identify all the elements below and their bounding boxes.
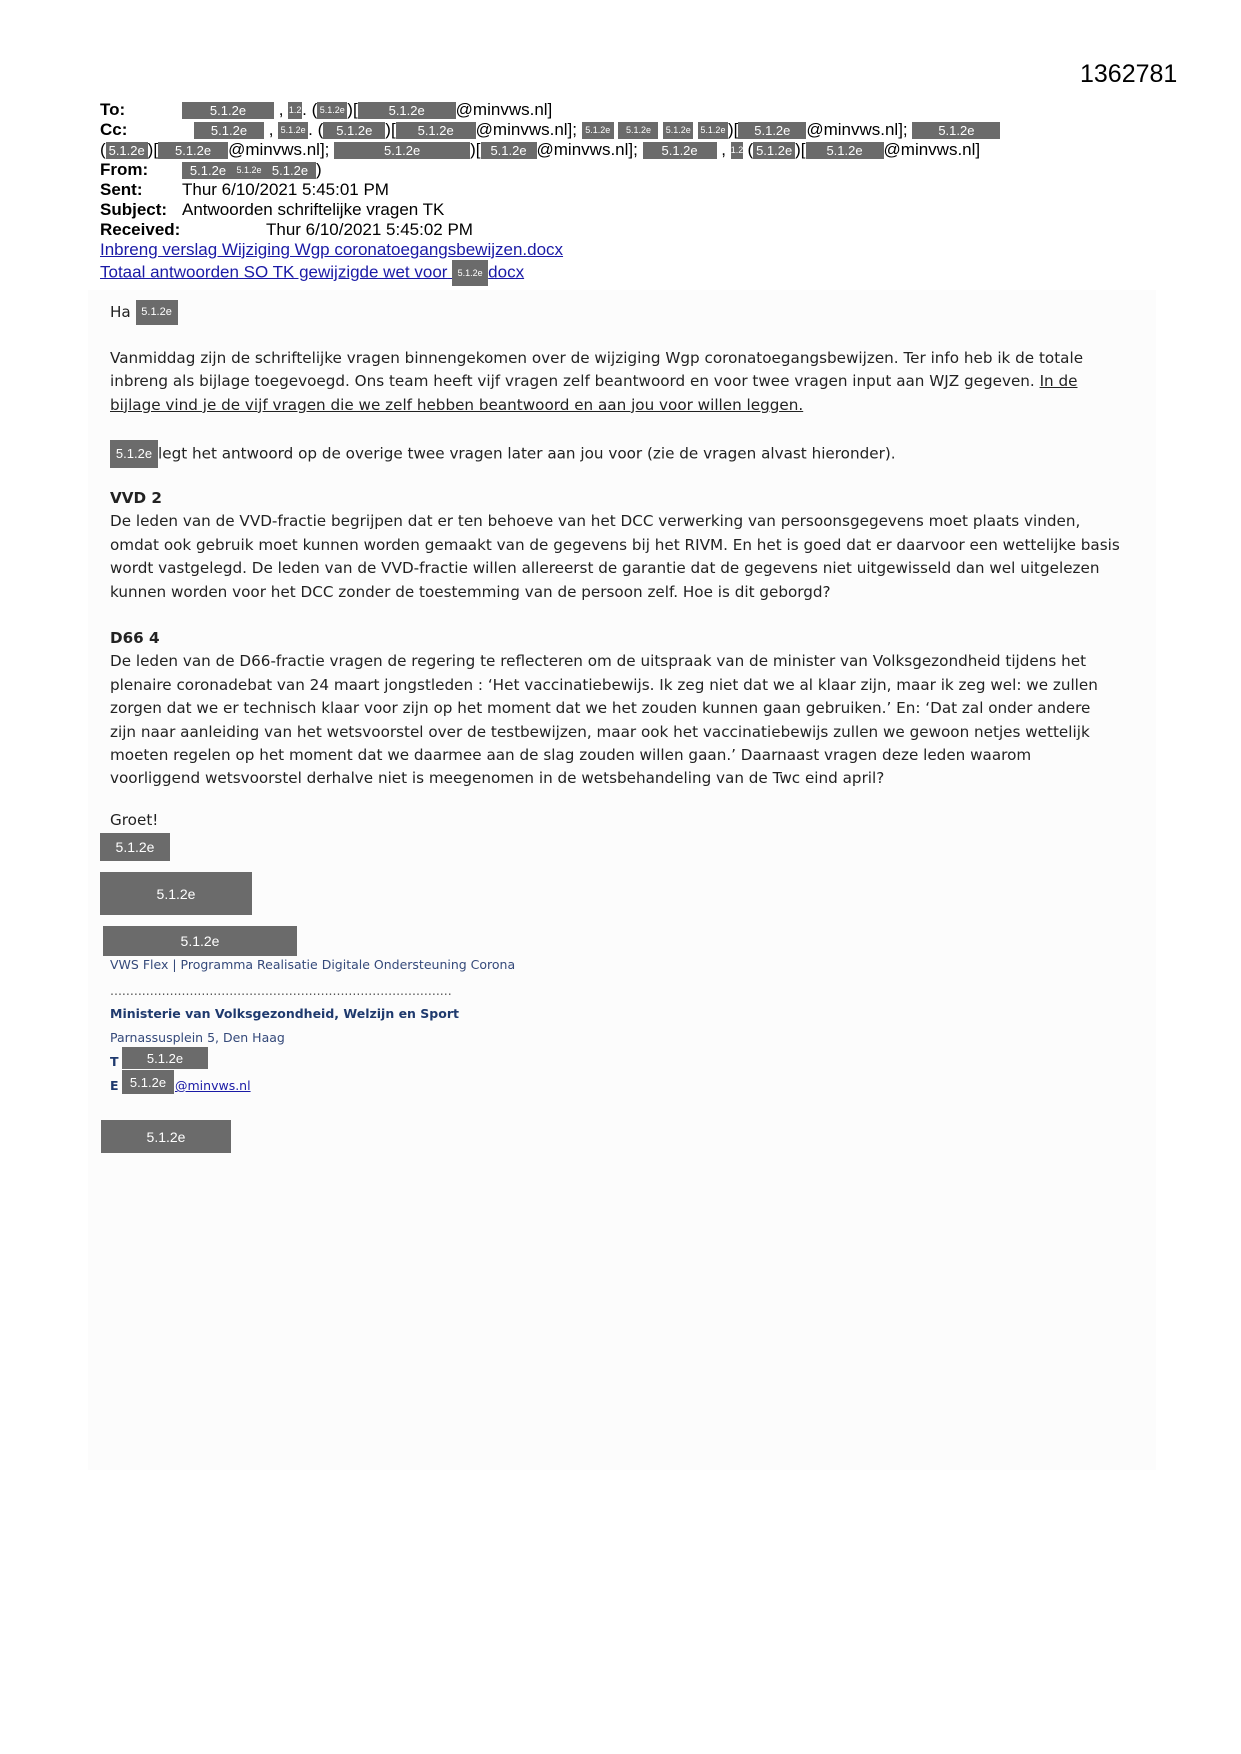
signature-ministry: Ministerie van Volksgezondheid, Welzijn en Sport	[110, 1006, 459, 1021]
signature-address: Parnassusplein 5, Den Haag	[110, 1030, 285, 1045]
to-line: To: 5.1.2e , 1.2. ( 5.1.2e )[ 5.1.2e @minvws.nl]	[100, 100, 553, 119]
paragraph-intro	[110, 347, 1120, 417]
redaction-block: 5.1.2e	[122, 1047, 208, 1069]
recipient-domain: @minvws.nl]	[455, 100, 553, 119]
redaction: 5.1.2e	[806, 142, 884, 159]
redaction: 5.1.2e	[698, 122, 728, 139]
question-d66-title: D66 4	[110, 629, 160, 647]
redaction: 5.1.2e	[663, 122, 693, 139]
recipient-domain: @minvws.nl];	[536, 140, 638, 159]
phone-label: T	[110, 1054, 119, 1069]
redaction: 5.1.2e	[452, 260, 488, 286]
redaction: 1.2	[288, 102, 302, 119]
redaction: 5.1.2e	[317, 102, 347, 119]
from-label: From:	[100, 160, 149, 179]
redaction-block: 5.1.2e	[100, 872, 252, 915]
attachment-link-1[interactable]: Inbreng verslag Wijziging Wgp coronatoegangsbewijzen.docx	[100, 240, 564, 259]
sent-value: Thur 6/10/2021 5:45:01 PM	[182, 180, 389, 199]
closing: Groet!	[110, 811, 159, 829]
greeting-line	[110, 300, 1120, 325]
redaction: 5.1.2e	[481, 142, 537, 159]
sent-line	[100, 180, 389, 200]
question-d66	[110, 627, 1120, 791]
redaction: 5.1.2e	[582, 122, 614, 139]
document-number: 1362781	[1080, 60, 1178, 88]
redaction: 5.1.2e	[234, 162, 264, 179]
redaction-block: 5.1.2e	[101, 1120, 231, 1153]
recipient-domain: @minvws.nl];	[806, 120, 908, 139]
redaction: 5.1.2e	[643, 142, 717, 159]
attachment-link-label: Totaal antwoorden SO TK gewijzigde wet voor	[100, 262, 448, 282]
received-value: Thur 6/10/2021 5:45:02 PM	[266, 220, 473, 239]
recipient-domain: @minvws.nl];	[475, 120, 577, 139]
to-label: To:	[100, 100, 126, 119]
redaction: 5.1.2e	[278, 122, 308, 139]
question-vvd-text: De leden van de VVD-fractie begrijpen dat er ten behoeve van het DCC verwerking van persoonsgegevens moet plaats vinden, omdat ook gebruik moet kunnen worden gemaakt van de gegevens bij het RIVM. En het is goed dat er daarvoor een wettelijke basis wordt vastgelegd. De leden van de VVD-fractie willen allereerst de garantie dat de gegevens niet uitgewisseld dan wel uitgelezen kunnen worden voor het DCC zonder de toestemming van de persoon zelf. Hoe is dit geborgd?	[110, 512, 1120, 601]
greeting: Ha	[110, 303, 131, 321]
signature-department: VWS Flex | Programma Realisatie Digitale Ondersteuning Corona	[110, 957, 516, 972]
redaction-block: 5.1.2e	[100, 833, 170, 861]
from-line: From: 5.1.2e 5.1.2e 5.1.2e )	[100, 160, 322, 179]
email-label: E	[110, 1078, 119, 1093]
cc-label: Cc:	[100, 120, 128, 139]
redaction: 1.2	[731, 142, 743, 159]
subject-value: Antwoorden schriftelijke vragen TK	[182, 200, 445, 219]
subject-label: Subject:	[100, 200, 168, 219]
signature-email	[110, 1078, 119, 1093]
question-vvd	[110, 487, 1120, 604]
recipient-domain: @minvws.nl];	[228, 140, 330, 159]
redaction-block: 5.1.2e	[122, 1070, 174, 1094]
redaction: 5.1.2e	[264, 162, 316, 179]
redaction: 5.1.2e	[753, 142, 795, 159]
signature-email-domain[interactable]	[175, 1078, 251, 1093]
redaction: 5.1.2e	[396, 122, 476, 139]
paragraph-followup-text: legt het antwoord op de overige twee vragen later aan jou voor (zie de vragen alvast hieronder).	[158, 444, 896, 463]
recipient-domain: @minvws.nl]	[883, 140, 981, 159]
redaction-block: 5.1.2e	[103, 926, 297, 956]
redaction: 5.1.2e	[136, 300, 178, 325]
redaction: 5.1.2e	[738, 122, 806, 139]
received-line	[100, 220, 473, 240]
redaction: 5.1.2e	[158, 142, 228, 159]
redaction: 5.1.2e	[334, 142, 470, 159]
paragraph-followup	[110, 440, 1120, 468]
cc-line: Cc: 5.1.2e , 5.1.2e . ( 5.1.2e )[ 5.1.2e @minvws.nl]; 5.1.2e 5.1.2e 5.1.2e 5.1.2e )[ 5.1.2e @minvws.nl]; 5.1.2e	[100, 120, 1000, 140]
sent-label: Sent:	[100, 180, 143, 199]
received-label: Received:	[100, 220, 181, 239]
cc-line-2: ( 5.1.2e )[ 5.1.2e @minvws.nl]; 5.1.2e )[ 5.1.2e @minvws.nl]; 5.1.2e , 1.2 ( 5.1.2e )[ 5.1.2e @minvws.nl]	[100, 140, 981, 159]
redaction: 5.1.2e	[358, 102, 456, 119]
paragraph-intro-underlined: In de bijlage vind je de vijf vragen die we zelf hebben beantwoord en aan jou voor willen leggen.	[110, 372, 1078, 414]
redaction: 5.1.2e	[182, 162, 234, 179]
question-d66-text: De leden van de D66-fractie vragen de regering te reflecteren om de uitspraak van de minister van Volksgezondheid tijdens het plenaire coronadebat van 24 maart jongstleden : ‘Het vaccinatiebewijs. Ik zeg niet dat we al klaar zijn, maar ik zeg wel: we zullen zorgen dat we er technisch klaar voor zijn op het moment dat we het zouden kunnen gaan gebruiken.’ En: ‘Dat zal onder andere zijn naar aanleiding van het wetsvoorstel over de testbewijzen, maar ook het vaccinatiebewijs zullen we gewoon netjes wettelijk moeten regelen op het moment dat we daarmee aan de slag zouden willen gaan.’ Daarnaast vragen deze leden waarom voorliggend wetsvoorstel derhalve niet is meegenomen in de wetsbehandeling van de Twc eind april?	[110, 652, 1098, 788]
attachment-link-ext: docx	[488, 262, 525, 282]
attachment-link-2[interactable]	[100, 260, 524, 286]
redaction: 5.1.2e	[194, 122, 264, 139]
question-vvd-title: VVD 2	[110, 489, 162, 507]
redaction: 5.1.2e	[106, 142, 148, 159]
redaction: 5.1.2e	[912, 122, 1000, 139]
redaction: 5.1.2e	[618, 122, 658, 139]
paragraph-intro-text: Vanmiddag zijn de schriftelijke vragen binnengekomen over de wijziging Wgp coronatoegangsbewijzen. Ter info heb ik de totale inbreng als bijlage toegevoegd. Ons team heeft vijf vragen zelf beantwoord en voor twee vragen input aan WJZ gegeven.	[110, 349, 1084, 391]
redaction: 5.1.2e	[182, 102, 274, 119]
signature-divider: ......................................................................................	[110, 983, 452, 998]
signature-phone	[110, 1054, 119, 1069]
redaction: 5.1.2e	[323, 122, 385, 139]
email-link[interactable]: @minvws.nl	[175, 1078, 251, 1093]
redaction: 5.1.2e	[110, 440, 158, 468]
subject-line	[100, 200, 444, 220]
